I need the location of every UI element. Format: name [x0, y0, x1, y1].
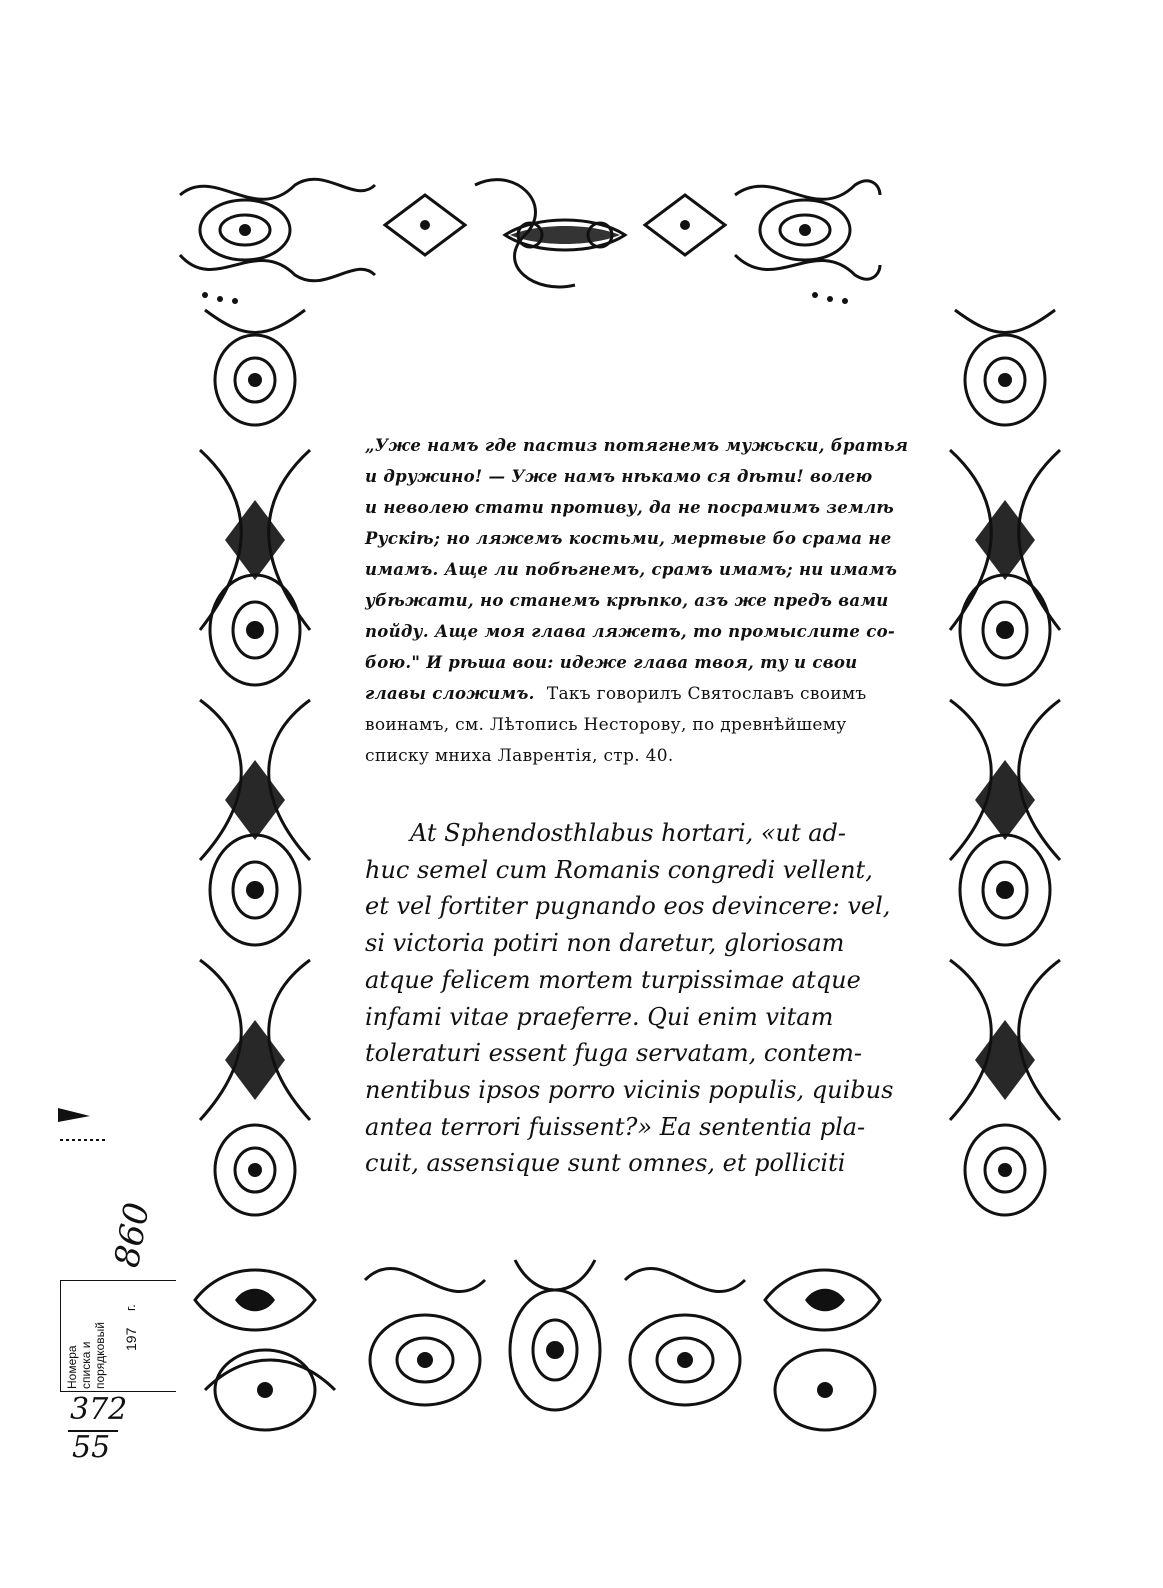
source-note-line: списку мниха Лаврентiя, стр. 40. [365, 746, 674, 766]
latin-line: nentibus ipsos porro vicinis populis, quibus [365, 1075, 894, 1104]
quote-line: Рускiѣ; но ляжемъ костьми, мертвые бо срама не [365, 529, 892, 548]
latin-line: si victoria potiri non daretur, gloriosam [365, 929, 845, 958]
handwritten-denominator: 55 [72, 1430, 111, 1465]
ornament-bottom-band [185, 1240, 885, 1450]
latin-line: et vel fortiter pugnando eos devincere: vel, [365, 892, 891, 921]
stamp-year-suffix: г. [123, 1304, 138, 1311]
latin-line: infami vitae praeferre. Qui enim vitam [365, 1002, 834, 1031]
quote-line: имамъ. Аще ли побѣгнемъ, срамъ имамъ; ни имамъ [365, 560, 898, 579]
source-note-line: воинамъ, см. Лѣтопись Несторову, по древнѣйшему [365, 715, 847, 735]
source-note-line: Такъ говорилъ Святославъ своимъ [546, 684, 867, 704]
quote-line: главы сложимъ. [365, 684, 535, 703]
quote-line-mixed [365, 678, 865, 710]
scan-mark-icon [50, 1100, 110, 1150]
latin-line: antea terrori fuissent?» Ea sententia pla- [365, 1112, 866, 1141]
library-margin-marks [50, 1100, 200, 1480]
stamp-year: 197 [123, 1327, 139, 1351]
quote-line: „Уже намъ где пастиз потягнемъ мужьски, братья [365, 436, 909, 455]
quote-line: пойду. Аще моя глава ляжетъ, то промыслите со- [365, 622, 896, 641]
ornamental-frame [175, 165, 909, 1455]
quote-line: и неволею стати противу, да не посрамимъ землѣ [365, 498, 895, 517]
latin-line: At Sphendosthlabus hortari, «ut ad- [410, 819, 847, 847]
stamp-label: порядковый [93, 1322, 107, 1389]
ornament-right-column [935, 300, 1075, 1245]
latin-line: atque felicem mortem turpissimae atque [365, 965, 861, 994]
quote-line: убѣжати, но станемъ крѣпко, азъ же предъ вами [365, 591, 889, 610]
quote-line: бою." И рѣша вои: идеже глава твоя, ту и свои [365, 653, 858, 672]
quote-line: и дружино! — Уже намъ нѣкамо ся дѣти! волею [365, 467, 873, 486]
stamp-label: Номера [65, 1345, 79, 1389]
ornament-top-band [175, 165, 885, 305]
latin-line: toleraturi essent fuga servatam, contem- [365, 1039, 862, 1068]
latin-line: huc semel cum Romanis congredi vellent, [365, 855, 873, 884]
slavonic-quotation [365, 430, 909, 772]
latin-passage [365, 815, 894, 1182]
latin-line: cuit, assensique sunt omnes, et polliciti [365, 1149, 846, 1178]
stamp-label: списка и [79, 1341, 93, 1389]
ornament-left-column [185, 300, 325, 1245]
handwritten-numerator: 372 [70, 1392, 128, 1427]
library-stamp [60, 1280, 176, 1392]
handwritten-number: 860 [107, 1199, 158, 1271]
